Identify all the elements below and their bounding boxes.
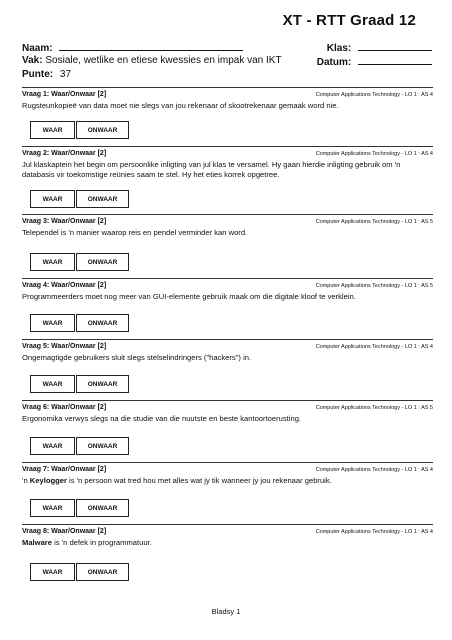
answer-buttons-6 bbox=[30, 437, 129, 455]
term-malware: Malware bbox=[22, 538, 52, 547]
answer-buttons-4 bbox=[30, 314, 129, 332]
question-6 bbox=[22, 400, 433, 424]
vak-row bbox=[22, 55, 432, 66]
question-title: Vraag 1: Waar/Onwaar [2] bbox=[22, 91, 107, 98]
punte-value: 37 bbox=[59, 69, 72, 80]
page-title: XT - RTT Graad 12 bbox=[282, 12, 416, 29]
false-button[interactable]: ONWAAR bbox=[76, 375, 129, 393]
question-meta: Computer Applications Technology - LO 1 : AS 5 bbox=[315, 405, 433, 411]
question-2 bbox=[22, 146, 433, 180]
question-title: Vraag 6: Waar/Onwaar [2] bbox=[22, 404, 107, 411]
question-text: 'n Keylogger is 'n persoon wat tred hou met alles wat jy tik wanneer jy jou rekenaar gebruik. bbox=[22, 476, 332, 485]
true-button[interactable]: WAAR bbox=[30, 499, 75, 517]
question-text: Telependel is 'n manier waarop reis en pendel verminder kan word. bbox=[22, 228, 248, 237]
answer-buttons-8 bbox=[30, 563, 129, 581]
question-text: Ergonomika verwys slegs na die studie van die nuutste en beste kantoortoerusting. bbox=[22, 414, 302, 423]
question-meta: Computer Applications Technology - LO 1 : AS 4 bbox=[315, 92, 433, 98]
punte-label: Punte: bbox=[22, 69, 54, 80]
true-button[interactable]: WAAR bbox=[30, 563, 75, 581]
question-8 bbox=[22, 524, 433, 548]
term-keylogger: Keylogger bbox=[29, 476, 67, 485]
question-meta: Computer Applications Technology - LO 1 : AS 4 bbox=[315, 529, 433, 535]
false-button[interactable]: ONWAAR bbox=[76, 253, 129, 271]
true-button[interactable]: WAAR bbox=[30, 375, 75, 393]
answer-buttons-3 bbox=[30, 253, 129, 271]
question-title: Vraag 4: Waar/Onwaar [2] bbox=[22, 282, 107, 289]
question-text: Rugsteunkopieë van data moet nie slegs van jou rekenaar of skootrekenaar gemaak word nie. bbox=[22, 101, 339, 110]
question-1 bbox=[22, 87, 433, 111]
false-button[interactable]: ONWAAR bbox=[76, 499, 129, 517]
answer-buttons-7 bbox=[30, 499, 129, 517]
question-4 bbox=[22, 278, 433, 302]
vak-label: Vak: bbox=[22, 55, 43, 66]
naam-label: Naam: bbox=[22, 43, 53, 54]
question-7 bbox=[22, 462, 433, 486]
klas-label: Klas: bbox=[326, 43, 352, 54]
answer-buttons-5 bbox=[30, 375, 129, 393]
naam-row bbox=[22, 41, 432, 54]
datum-group bbox=[317, 55, 432, 68]
false-button[interactable]: ONWAAR bbox=[76, 563, 129, 581]
true-button[interactable]: WAAR bbox=[30, 190, 75, 208]
answer-buttons-2 bbox=[30, 190, 129, 208]
answer-buttons-1 bbox=[30, 121, 129, 139]
question-meta: Computer Applications Technology - LO 1 : AS 5 bbox=[315, 283, 433, 289]
klas-group bbox=[327, 41, 432, 54]
question-title: Vraag 3: Waar/Onwaar [2] bbox=[22, 218, 107, 225]
false-button[interactable]: ONWAAR bbox=[76, 190, 129, 208]
question-text: Jul klaskaptein het begin om persoonlike inligting van jul klas te versamel. Hy gaan hierdie inligting gebruik om 'n databasis vir toekomstige reünies saam te stel. Hy het eties korrek opgetree. bbox=[22, 160, 401, 179]
datum-field[interactable] bbox=[358, 55, 432, 65]
question-title: Vraag 8: Waar/Onwaar [2] bbox=[22, 528, 107, 535]
question-meta: Computer Applications Technology - LO 1 : AS 4 bbox=[315, 151, 433, 157]
question-title: Vraag 7: Waar/Onwaar [2] bbox=[22, 466, 107, 473]
question-title: Vraag 2: Waar/Onwaar [2] bbox=[22, 150, 107, 157]
question-5 bbox=[22, 339, 433, 363]
vak-value: Sosiale, wetlike en etiese kwessies en impak van IKT bbox=[45, 55, 282, 66]
false-button[interactable]: ONWAAR bbox=[76, 121, 129, 139]
question-text: Programmeerders moet nog meer van GUI-elemente gebruik maak om die digitale kloof te verklein. bbox=[22, 292, 356, 301]
false-button[interactable]: ONWAAR bbox=[76, 314, 129, 332]
true-button[interactable]: WAAR bbox=[30, 437, 75, 455]
question-3 bbox=[22, 214, 433, 238]
question-text: Ongemagtigde gebruikers sluit slegs stelselindringers ("hackers") in. bbox=[22, 353, 252, 362]
question-meta: Computer Applications Technology - LO 1 : AS 4 bbox=[315, 467, 433, 473]
question-meta: Computer Applications Technology - LO 1 : AS 5 bbox=[315, 219, 433, 225]
true-button[interactable]: WAAR bbox=[30, 121, 75, 139]
klas-field[interactable] bbox=[358, 41, 432, 51]
page-number: Bladsy 1 bbox=[211, 607, 241, 616]
naam-field[interactable] bbox=[59, 41, 243, 51]
true-button[interactable]: WAAR bbox=[30, 253, 75, 271]
false-button[interactable]: ONWAAR bbox=[76, 437, 129, 455]
question-text: Malware is 'n defek in programmatuur. bbox=[22, 538, 152, 547]
true-button[interactable]: WAAR bbox=[30, 314, 75, 332]
question-title: Vraag 5: Waar/Onwaar [2] bbox=[22, 343, 107, 350]
datum-label: Datum: bbox=[316, 57, 352, 68]
question-meta: Computer Applications Technology - LO 1 : AS 4 bbox=[315, 344, 433, 350]
punte-row bbox=[22, 69, 432, 80]
